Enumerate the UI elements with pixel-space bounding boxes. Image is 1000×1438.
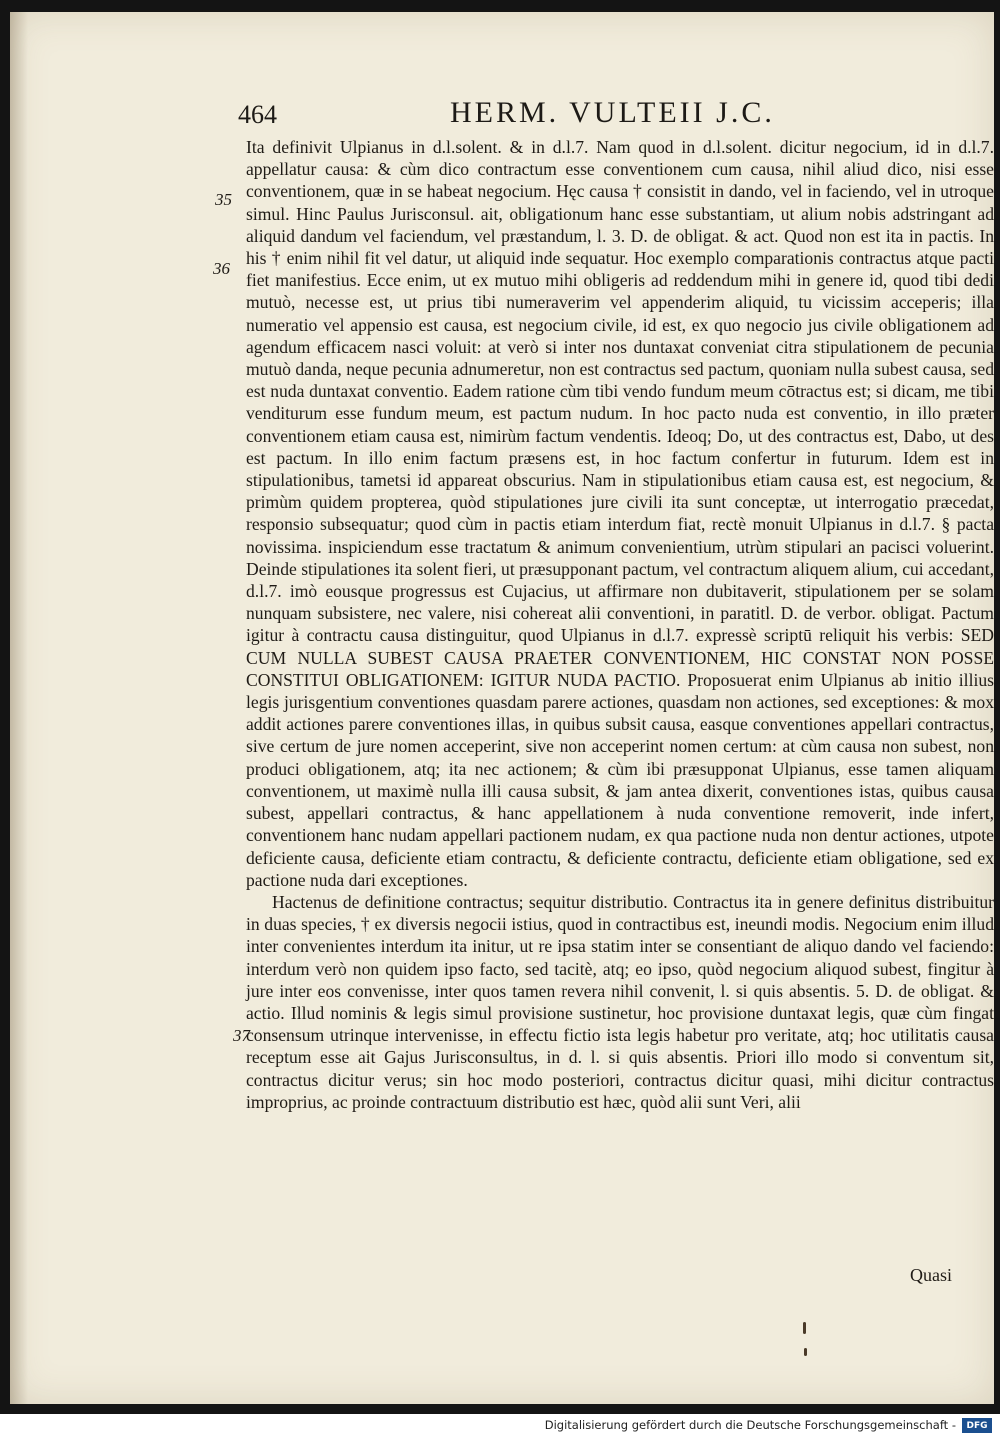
margin-number-36: 36 — [213, 259, 230, 278]
margin-number-35: 35 — [215, 190, 232, 209]
page-number: 464 — [238, 100, 277, 129]
paragraph-distribution: Hactenus de definitione contractus; sequitur distributio. Contractus ita in genere definitus distribuitur in duas species, † ex diversis negocii istius, quod in contractibus est, ineundi modis. Negocium enim illud inter convenientes interdum ita initur, ut re ipsa statim inter se consentiant de aliquo dando vel faciendo: interdum verò non quidem ipso facto, sed tacitè, atq; eo ipso, quòd negocium aliquod subest, fingitur à jure inter eos convenisse, inter quos tamen revera nihil convenit, l. si quis absentis. 5. D. de obligat. & actio. Illud nominis & legis simul provisione sustinetur, hoc provisione duntaxat legis, quæ cùm fingat consensum utrinque intervenisse, in effectu fictio ista legis habetur pro veritate, atq; hoc utilitatis causa receptum esse ait Gajus Jurisconsultus, in d. l. si quis absentis. Priori illo modo si conventum sit, contractus dicitur verus; sin hoc modo posteriori, contractus dicitur quasi, mihi dicitur contractus improprius, ac proinde contractuum distributio est hæc, quòd alii sunt Veri, alii — [246, 891, 994, 1112]
catchword: Quasi — [910, 1265, 952, 1285]
body-text — [246, 136, 994, 1113]
dfg-logo-icon: DFG — [962, 1418, 992, 1433]
ink-mark — [803, 1322, 806, 1334]
page-gutter-shadow — [10, 12, 28, 1404]
running-title: HERM. VULTEII J.C. — [450, 96, 775, 129]
digitization-footer — [0, 1414, 1000, 1438]
margin-number-37: 37 — [233, 1026, 250, 1045]
footer-credit: Digitalisierung gefördert durch die Deutsche Forschungsgemeinschaft - — [544, 1418, 956, 1432]
ink-mark — [804, 1348, 807, 1356]
running-head — [238, 96, 798, 136]
book-page — [10, 12, 994, 1404]
paragraph-definition: Ita definivit Ulpianus in d.l.solent. & in d.l.7. Nam quod in d.l.solent. dicitur negocium, id in d.l.7. appellatur causa: & cùm dico contractum esse conventionem cum causa, nihil aliud dico, nisi esse conventionem, quæ in se habeat negocium. Hęc causa † consistit in dando, vel in faciendo, vel in utroque simul. Hinc Paulus Jurisconsul. ait, obligationum hanc esse substantiam, ut alium nobis adstringant ad aliquid dandum vel faciendum, vel præstandum, l. 3. D. de obligat. & act. Quod non est ita in pactis. In his † enim nihil fit vel datur, ut aliquid inde sequatur. Hoc exemplo comparationis contractus atque pacti fiet manifestius. Ecce enim, ut ex mutuo mihi obligeris ad reddendum mihi in genere id, quod tibi dedi mutuò, necesse est, ut prius tibi numeraverim vel appenderim aliquid, tu vicissim acceperis; illa numeratio vel appensio est causa, est negocium civile, id est, ex quo negocio jus civile obligationem ad agendum efficacem nasci voluit: at verò si inter nos duntaxat conveniat citra stipulationem de pecunia mutuò danda, neque pecunia adnumeretur, non est contractus sed pactum, quoniam nulla subest causa, sed est nuda duntaxat conventio. Eadem ratione cùm tibi vendo fundum meum cōtractus est; si dicam, me tibi venditurum esse fundum meum, est pactum nudum. In hoc pacto nuda est conventio, in illo præter conventionem etiam causa est, nimirùm factum vendentis. Ideoq; Do, ut des contractus est, Dabo, ut des est pactum. In illo enim factum præsens est, in hoc factum confertur in futurum. Idem est in stipulationibus, tametsi id appareat obscurius. Nam in stipulationibus etiam causa est, est negocium, & primùm quidem propterea, quòd stipulationes jure civili ita sunt conceptæ, ut interrogatio præcedat, responsio subsequatur; quod cùm in pactis etiam interdum fiat, rectè monuit Ulpianus in d.l.7. § pacta novissima. inspiciendum esse tractatum & animum convenientium, utrùm stipulari an pacisci voluerint. Deinde stipulationes ita solent fieri, ut præsupponant pactum, vel contractum aliquem alium, cui accedant, d.l.7. imò eousque progressus est Cujacius, ut affirmare non dubitaverit, stipulationem per se solam nunquam subsistere, nec valere, nisi cohereat alii conventioni, in paratitl. D. de verbor. obligat. Pactum igitur à contractu causa distinguitur, quod Ulpianus in d.l.7. expressè scriptū reliquit his verbis: SED CUM NULLA SUBEST CAUSA PRAETER CONVENTIONEM, HIC CONSTAT NON POSSE CONSTITUI OBLIGATIONEM: IGITUR NUDA PACTIO. Proposuerat enim Ulpianus ab initio illius legis jurisgentium conventiones quasdam parere actiones, quasdam non actiones, sed exceptiones: & mox addit actiones parere conventiones illas, in quibus subsit causa, easque conventiones appellari contractus, sive certum de jure nomen acceperint, sive non acceperint nomen certum: at cùm causa non subest, non produci obligationem, atq; ita nec actionem; & cùm ibi præsupponat Ulpianus, esse tamen aliquam conventionem, ut maximè nulla illi causa subsit, & jam antea dixerit, conventiones istas, quibus causa subest, appellari contractus, & hanc appellationem à nuda conventione removerit, inde infert, conventionem hanc nudam appellari pactionem nudam, ex qua pactione nuda non dentur actiones, utpote deficiente causa, deficiente etiam contractu, & deficiente contractu, deficiente etiam obligatione, sed ex pactione nuda dari exceptiones. — [246, 137, 995, 890]
